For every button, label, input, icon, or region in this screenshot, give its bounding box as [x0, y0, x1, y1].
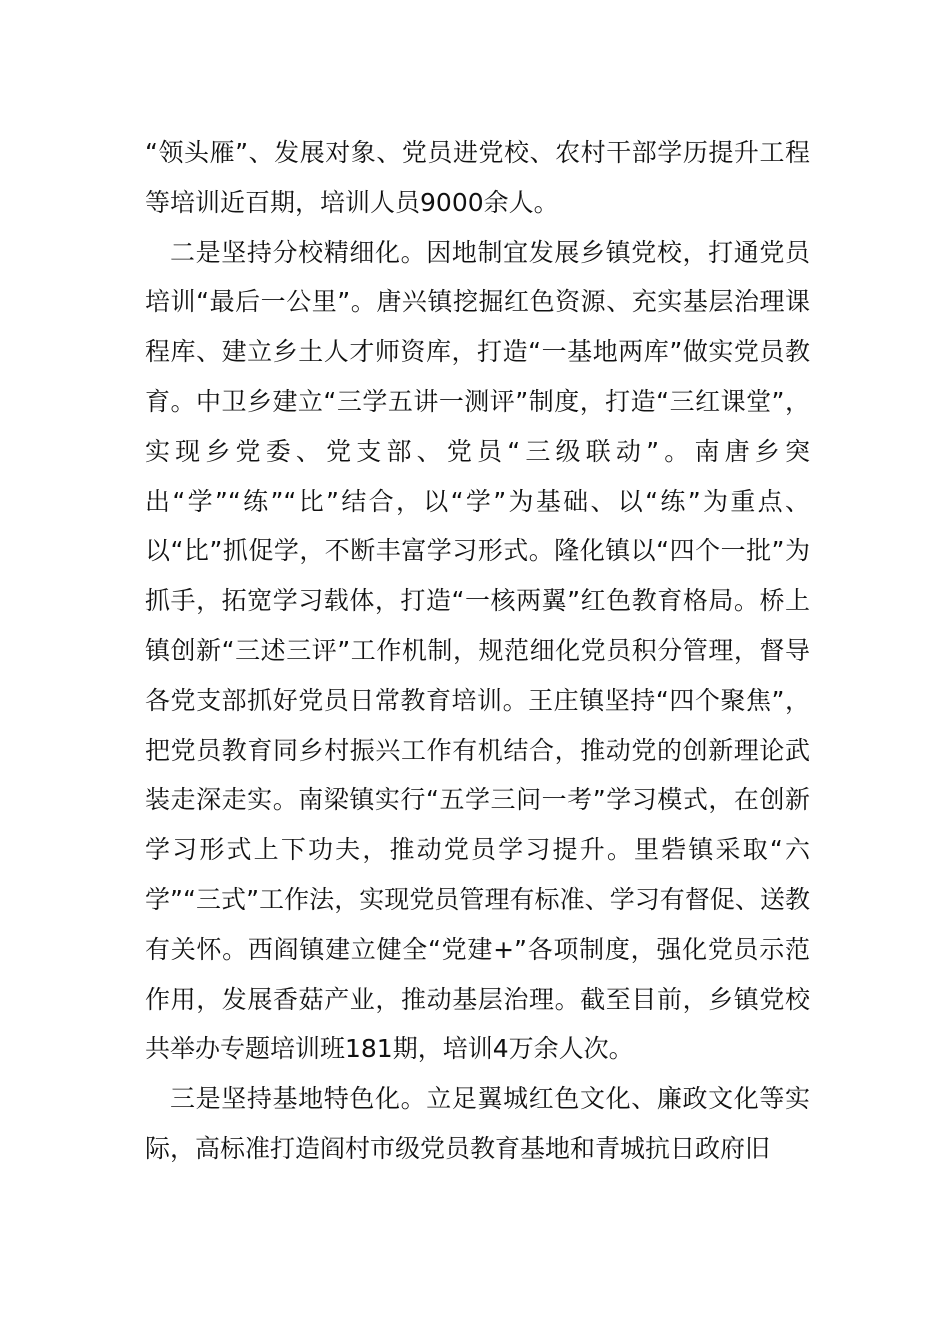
paragraph-branch-schools: 二是坚持分校精细化。因地制宜发展乡镇党校，打通党员培训“最后一公里”。唐兴镇挖掘红色资源、充实基层治理课程库、建立乡土人才师资库，打造“一基地两库”做实党员教育。中卫乡建立“三学五讲一测评”制度，打造“三红课堂”，实现乡党委、党支部、党员“三级联动”。南唐乡突出“学”“练”“比”结合，以“学”为基础、以“练”为重点、以“比”抓促学，不断丰富学习形式。隆化镇以“四个一批”为抓手，拓宽学习载体，打造“一核两翼”红色教育格局。桥上镇创新“三述三评”工作机制，规范细化党员积分管理，督导各党支部抓好党员日常教育培训。王庄镇坚持“四个聚焦”，把党员教育同乡村振兴工作有机结合，推动党的创新理论武装走深走实。南梁镇实行“五学三问一考”学习模式，在创新学习形式上下功夫，推动党员学习提升。里砦镇采取“六学”“三式”工作法，实现党员管理有标准、学习有督促、送教有关怀。西阎镇建立健全“党建+”各项制度，强化党员示范作用，发展香菇产业，推动基层治理。截至目前，乡镇党校共举办专题培训班181期，培训4万余人次。	[145, 237, 810, 1064]
document-page	[145, 128, 810, 1174]
paragraph-continuation: “领头雁”、发展对象、党员进党校、农村干部学历提升工程等培训近百期，培训人员9000余人。	[145, 138, 810, 217]
paragraph-bases: 三是坚持基地特色化。立足翼城红色文化、廉政文化等实际，高标准打造阎村市级党员教育基地和青城抗日政府旧	[145, 1084, 810, 1163]
